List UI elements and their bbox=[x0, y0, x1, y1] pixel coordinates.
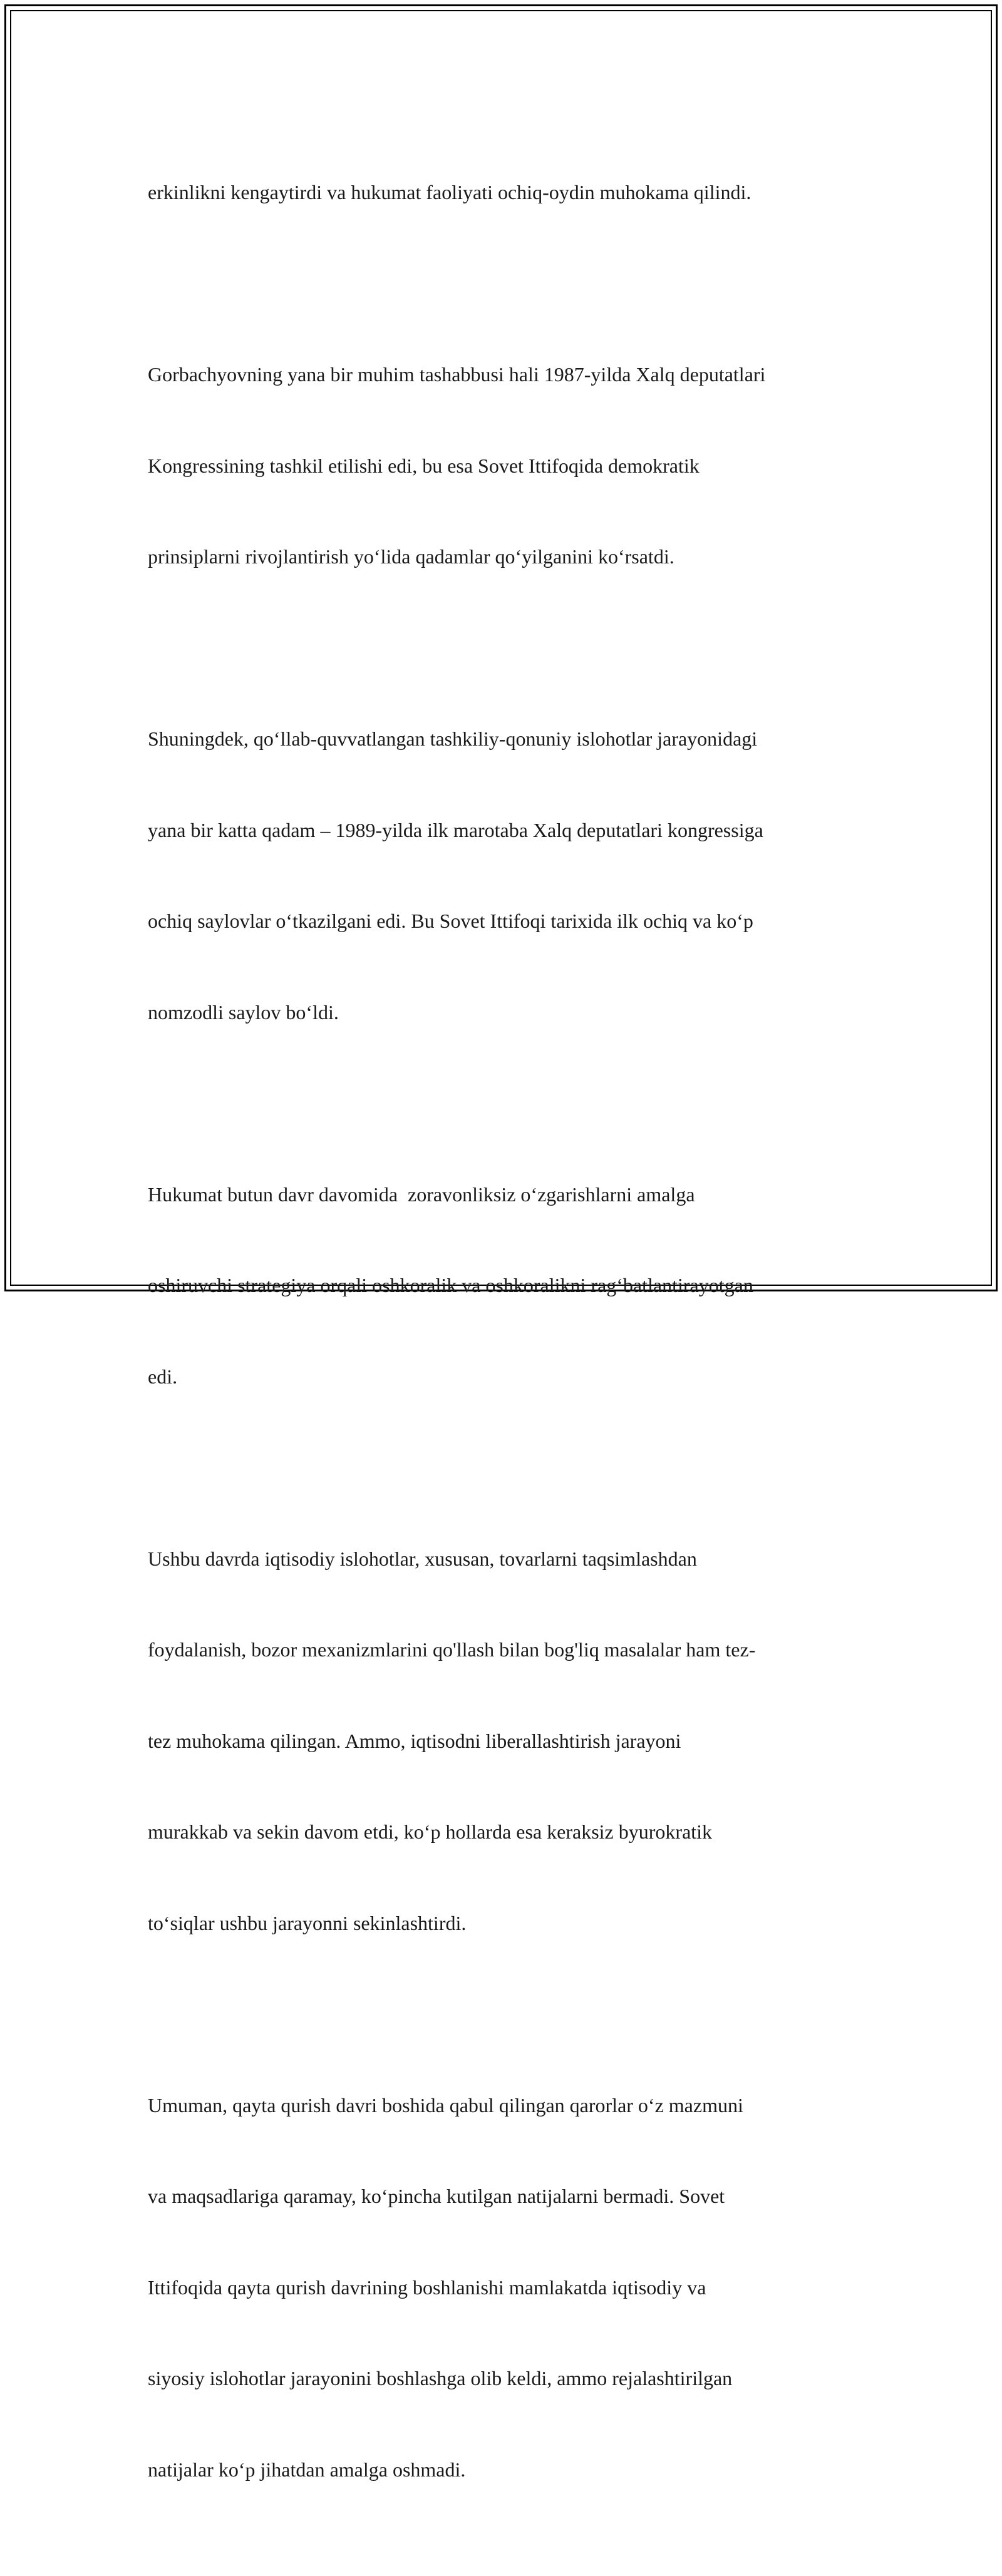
text-line: Shuningdek, qo‘llab-quvvatlangan tashkiliy-qonuniy islohotlar jarayonidagi bbox=[148, 727, 758, 750]
paragraph bbox=[148, 663, 874, 1088]
paragraph bbox=[148, 2029, 874, 2546]
text-line: natijalar ko‘p jihatdan amalga oshmadi. bbox=[148, 2458, 466, 2481]
text-line: nomzodli saylov bo‘ldi. bbox=[148, 1000, 339, 1024]
text-line: oshiruvchi strategiya orqali oshkoralik va oshkoralikni rag‘batlantirayotgan bbox=[148, 1274, 753, 1296]
text-line: yana bir katta qadam – 1989-yilda ilk marotaba Xalq deputatlari kongressiga bbox=[148, 818, 763, 841]
document-body bbox=[148, 116, 874, 2576]
text-line: Ushbu davrda iqtisodiy islohotlar, xususan, tovarlarni taqsimlashdan bbox=[148, 1547, 697, 1570]
text-line: tez muhokama qilingan. Ammo, iqtisodni liberallashtirish jarayoni bbox=[148, 1729, 681, 1752]
paragraph bbox=[148, 299, 874, 633]
paragraph bbox=[148, 1483, 874, 1999]
paragraph bbox=[148, 116, 874, 269]
text-line: prinsiplarni rivojlantirish yo‘lida qadamlar qo‘yilganini ko‘rsatdi. bbox=[148, 545, 674, 568]
text-line: edi. bbox=[148, 1365, 178, 1388]
text-line: foydalanish, bozor mexanizmlarini qo'llash bilan bog'liq masalalar ham tez- bbox=[148, 1638, 756, 1661]
text-line: siyosiy islohotlar jarayonini boshlashga olib keldi, ammo rejalashtirilgan bbox=[148, 2367, 733, 2389]
text-line: murakkab va sekin davom etdi, ko‘p hollarda esa keraksiz byurokratik bbox=[148, 1820, 713, 1843]
text-line: va maqsadlariga qaramay, ko‘pincha kutilgan natijalarni bermadi. Sovet bbox=[148, 2185, 725, 2207]
paragraph bbox=[148, 1119, 874, 1453]
text-line: ochiq saylovlar o‘tkazilgani edi. Bu Sovet Ittifoqi tarixida ilk ochiq va ko‘p bbox=[148, 910, 753, 932]
text-line: Umuman, qayta qurish davri boshida qabul qilingan qarorlar o‘z mazmuni bbox=[148, 2093, 743, 2117]
text-line: Kongressining tashkil etilishi edi, bu esa Sovet Ittifoqida demokratik bbox=[148, 454, 700, 477]
text-line: Ittifoqida qayta qurish davrining boshlanishi mamlakatda iqtisodiy va bbox=[148, 2276, 706, 2299]
text-line: Hukumat butun davr davomida zoravonliksiz o‘zgarishlarni amalga bbox=[148, 1183, 695, 1206]
text-line: to‘siqlar ushbu jarayonni sekinlashtirdi. bbox=[148, 1911, 467, 1934]
text-line: Gorbachyovning yana bir muhim tashabbusi hali 1987-yilda Xalq deputatlari bbox=[148, 363, 766, 386]
text-line: erkinlikni kengaytirdi va hukumat faoliyati ochiq-oydin muhokama qilindi. bbox=[148, 181, 752, 203]
